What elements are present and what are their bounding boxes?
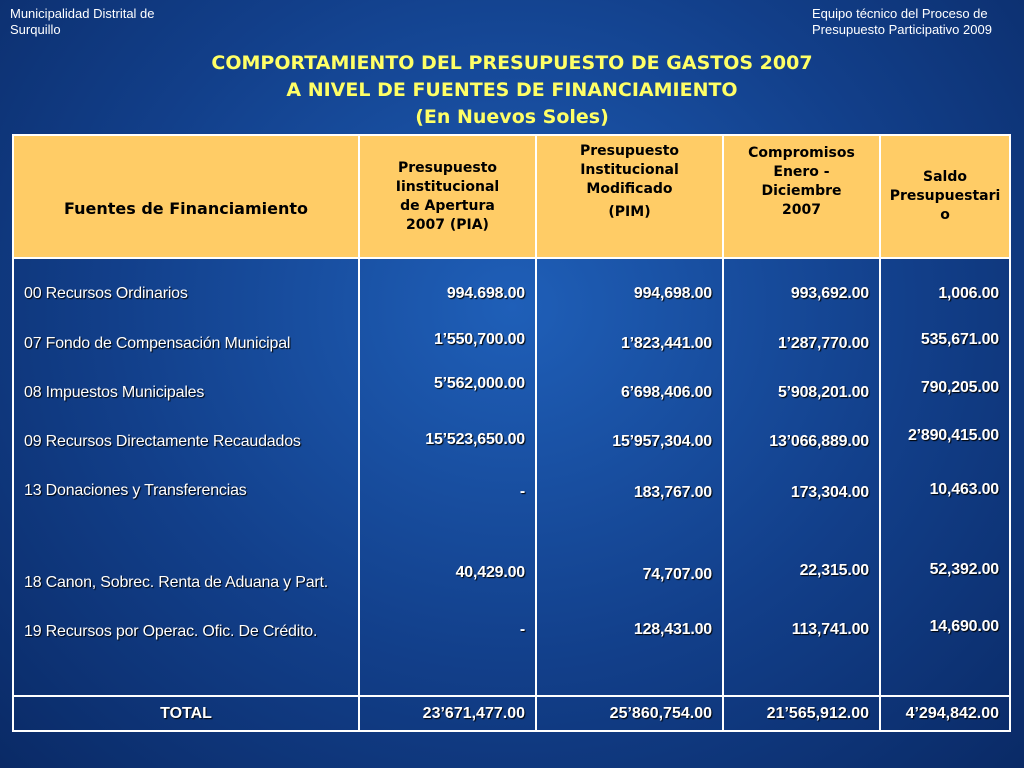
saldo-value: 14,690.00 — [929, 618, 999, 635]
compromisos-value: 1’287,770.00 — [777, 335, 869, 352]
pia-value: 5’562,000.00 — [433, 375, 525, 392]
total-row — [13, 696, 1010, 731]
fuentes-column — [13, 258, 359, 696]
header-saldo-line: Presupuestario — [889, 188, 1001, 223]
saldo-value: 790,205.00 — [920, 379, 999, 396]
total-compromisos: 21’565,912.00 — [723, 696, 880, 731]
fuente-label: 09 Recursos Directamente Recaudados — [24, 433, 301, 450]
header-pia-line: de Apertura — [400, 197, 495, 214]
header-pim-line: Institucional — [580, 162, 679, 178]
header-left-line1: Municipalidad Distrital de — [10, 6, 155, 21]
pia-column — [359, 258, 536, 696]
header-right-line2: Presupuesto Participativo 2009 — [812, 22, 992, 37]
title-line3: (En Nuevos Soles) — [415, 106, 609, 128]
fuente-label: 08 Impuestos Municipales — [24, 384, 205, 401]
pim-column — [536, 258, 723, 696]
total-pim: 25’860,754.00 — [536, 696, 723, 731]
fuente-label: 18 Canon, Sobrec. Renta de Aduana y Part. — [24, 574, 329, 591]
compromisos-value: 113,741.00 — [791, 621, 869, 638]
header-pim-line: Presupuesto — [579, 143, 680, 159]
pim-value: 15’957,304.00 — [612, 433, 712, 450]
pim-value: 6’698,406.00 — [620, 384, 712, 401]
compromisos-value: 13’066,889.00 — [769, 433, 869, 450]
pia-value: 40,429.00 — [455, 564, 525, 581]
header-pim-line: (PIM) — [608, 204, 651, 220]
header-compromisos-line: Diciembre — [761, 183, 842, 199]
header-compromisos-line: 2007 — [782, 202, 821, 218]
pim-value: 183,767.00 — [633, 484, 712, 501]
pia-value: 994.698.00 — [446, 285, 525, 302]
compromisos-value: 993,692.00 — [790, 285, 869, 302]
pia-value: - — [519, 621, 525, 638]
header-pim — [536, 135, 723, 258]
header-compromisos-line: Compromisos — [748, 145, 855, 161]
saldo-column — [880, 258, 1010, 696]
saldo-value: 535,671.00 — [920, 331, 999, 348]
budget-table — [12, 134, 1011, 732]
pim-value: 74,707.00 — [642, 566, 712, 583]
header-fuentes: Fuentes de Financiamiento — [13, 135, 359, 258]
saldo-value: 52,392.00 — [929, 561, 999, 578]
pim-value: 1’823,441.00 — [620, 335, 712, 352]
header-left-line2: Surquillo — [10, 22, 61, 37]
pia-value: 15’523,650.00 — [425, 431, 525, 448]
pim-value: 994,698.00 — [633, 285, 712, 302]
header-right-line1: Equipo técnico del Proceso de — [812, 6, 988, 21]
fuente-label: 13 Donaciones y Transferencias — [24, 482, 247, 499]
header-left — [10, 6, 155, 38]
title-line2: A NIVEL DE FUENTES DE FINANCIAMIENTO — [286, 79, 738, 101]
pim-value: 128,431.00 — [633, 621, 712, 638]
fuente-label: 07 Fondo de Compensación Municipal — [24, 335, 291, 352]
header-pim-line: Modificado — [586, 181, 673, 197]
total-label: TOTAL — [13, 696, 359, 731]
header-saldo — [880, 135, 1010, 258]
pia-value: - — [519, 483, 525, 500]
total-saldo: 4’294,842.00 — [880, 696, 1010, 731]
compromisos-column — [723, 258, 880, 696]
compromisos-value: 173,304.00 — [790, 484, 869, 501]
header-pia-line: 2007 (PIA) — [406, 216, 489, 233]
saldo-value: 1,006.00 — [938, 285, 999, 302]
fuente-label: 00 Recursos Ordinarios — [24, 285, 188, 302]
header-compromisos — [723, 135, 880, 258]
title-line1: COMPORTAMIENTO DEL PRESUPUESTO DE GASTOS 2007 — [211, 52, 813, 74]
header-pia — [359, 135, 536, 258]
compromisos-value: 5’908,201.00 — [777, 384, 869, 401]
header-saldo-line: Saldo — [923, 169, 967, 185]
table-header-row — [13, 135, 1010, 258]
compromisos-value: 22,315.00 — [799, 562, 869, 579]
saldo-value: 10,463.00 — [929, 481, 999, 498]
table-body-row — [13, 258, 1010, 696]
total-pia: 23’671,477.00 — [359, 696, 536, 731]
header-right — [812, 6, 992, 38]
pia-value: 1’550,700.00 — [433, 331, 525, 348]
header-pia-line: Iinstitucional — [395, 178, 500, 195]
header-pia-line: Presupuesto — [397, 159, 498, 176]
header-compromisos-line: Enero - — [773, 164, 830, 180]
saldo-value: 2’890,415.00 — [907, 427, 999, 444]
fuente-label: 19 Recursos por Operac. Ofic. De Crédito. — [24, 623, 318, 640]
slide-title — [0, 50, 1024, 131]
